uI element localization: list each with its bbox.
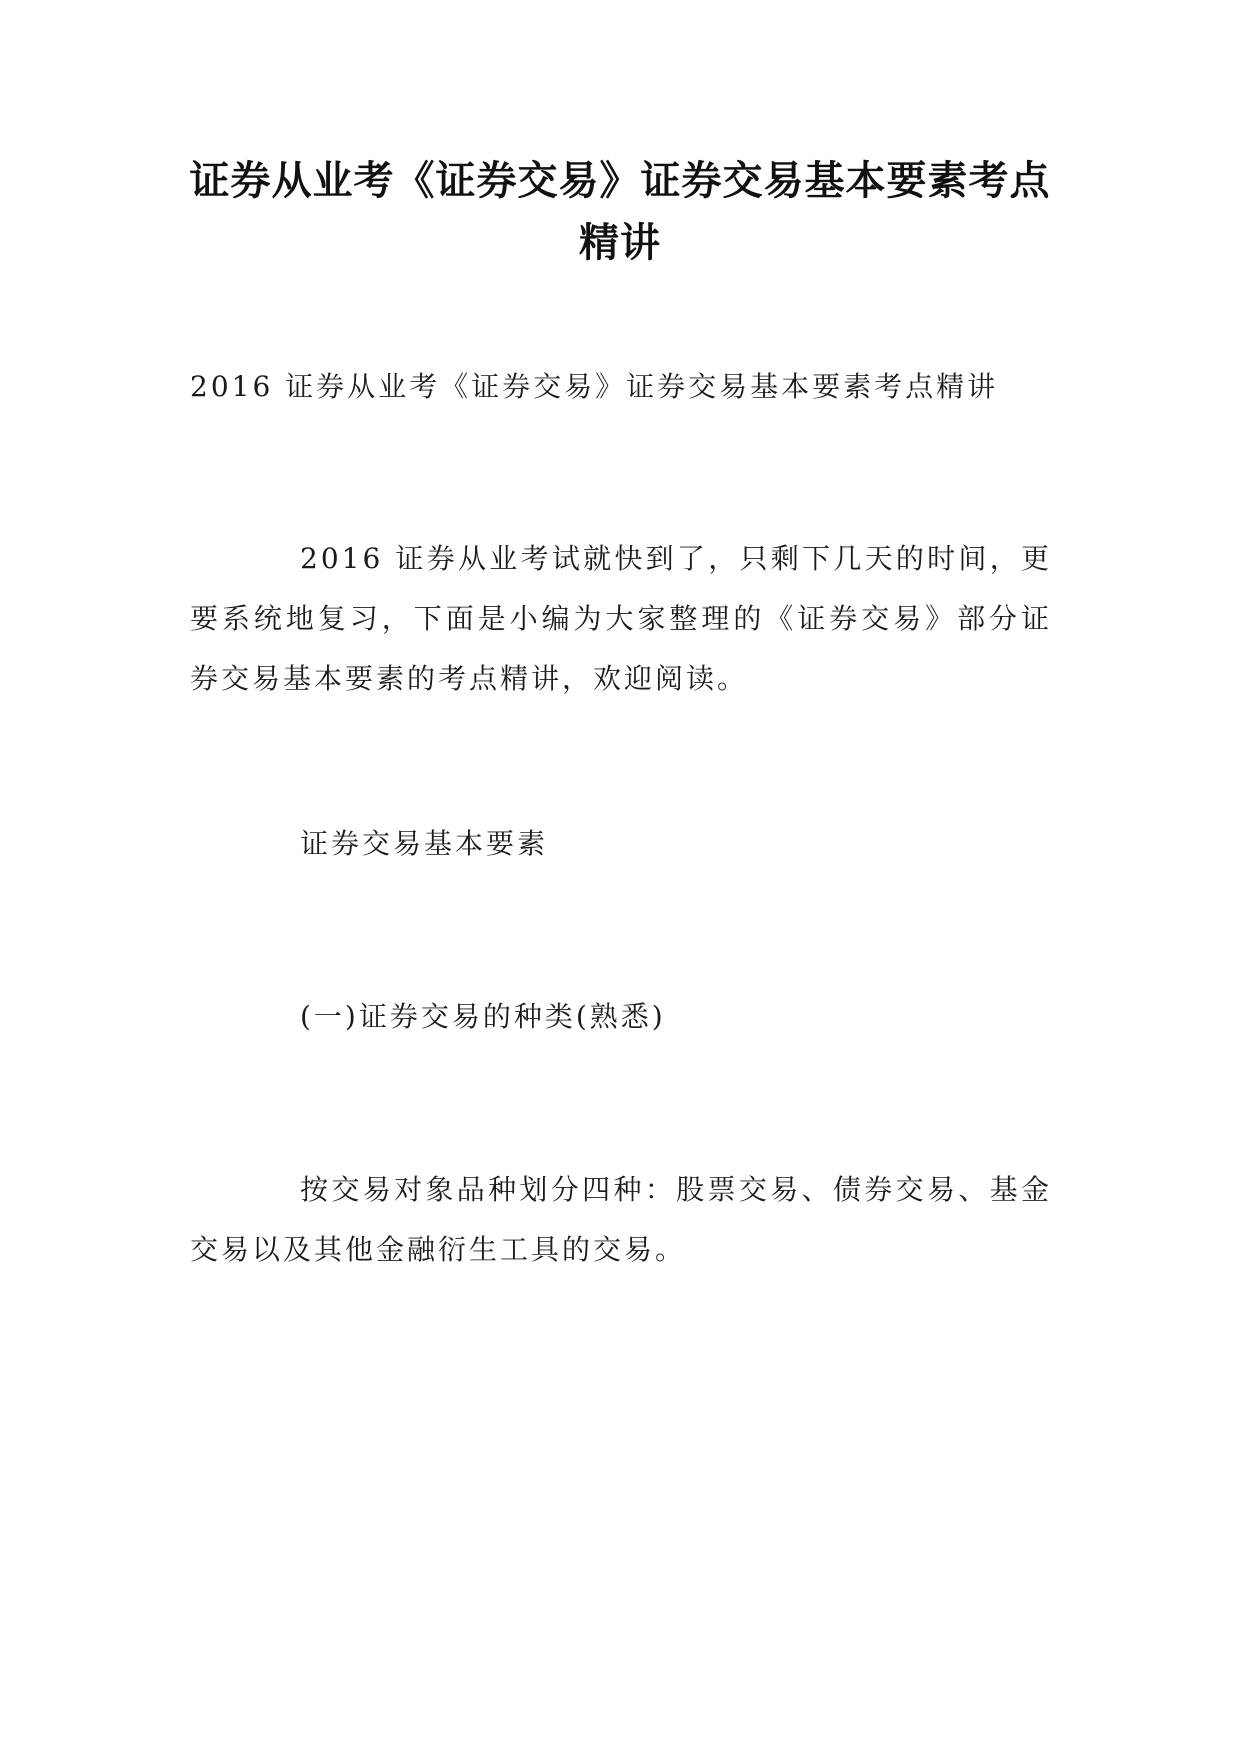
- document-title: 证券从业考《证券交易》证券交易基本要素考点精讲: [189, 158, 1051, 266]
- subsection-title: (一)证券交易的种类(熟悉): [300, 1000, 666, 1033]
- body-paragraph: 按交易对象品种划分四种：股票交易、债券交易、基金交易以及其他金融衍生工具的交易。: [190, 1173, 1052, 1266]
- section-heading: 证券交易基本要素: [300, 827, 549, 860]
- document-subtitle: 2016 证券从业考《证券交易》证券交易基本要素考点精讲: [190, 370, 999, 403]
- intro-paragraph: 2016 证券从业考试就快到了，只剩下几天的时间，更要系统地复习，下面是小编为大家整理的《证券交易》部分证券交易基本要素的考点精讲，欢迎阅读。: [190, 542, 1052, 695]
